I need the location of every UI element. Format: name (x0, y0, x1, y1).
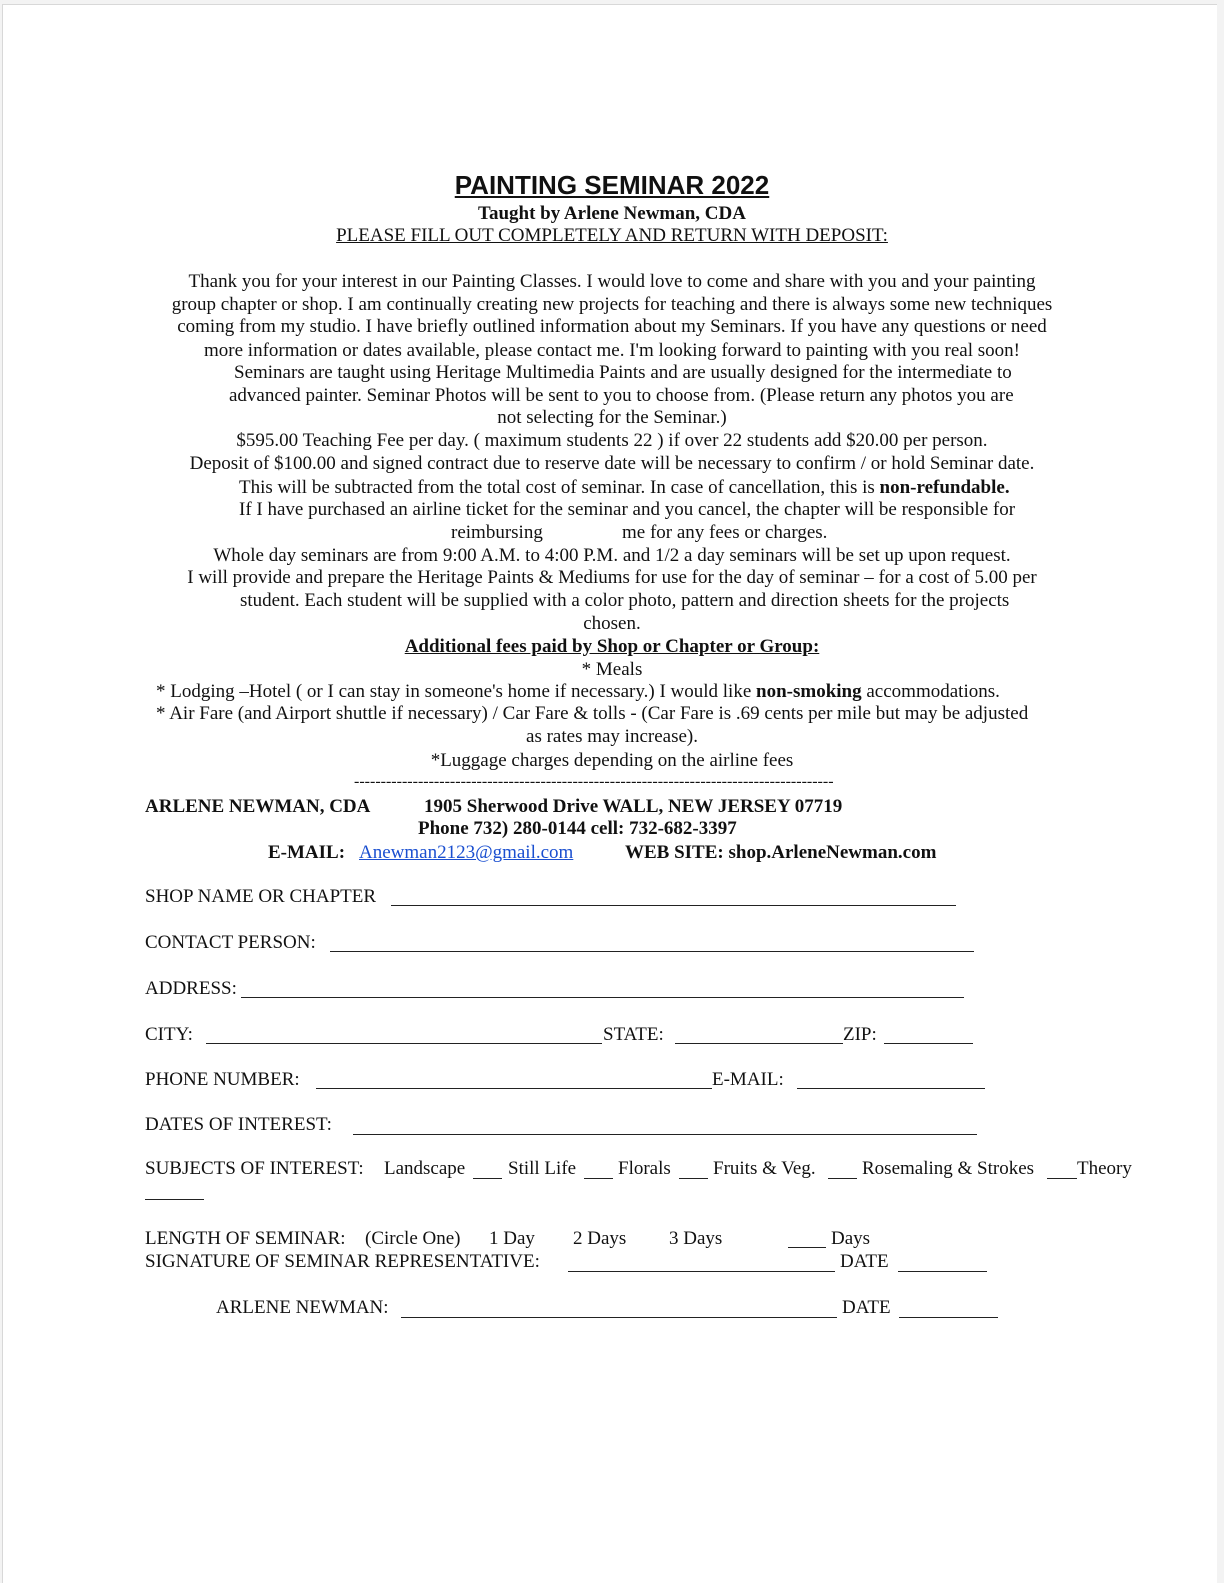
length-option-1-day[interactable]: 1 Day (489, 1228, 535, 1249)
lodging-item (156, 681, 1000, 703)
subject-landscape-blank[interactable] (473, 1178, 502, 1179)
contact-name: ARLENE NEWMAN, CDA (145, 796, 371, 817)
arlene-date-field[interactable] (899, 1317, 998, 1318)
lodging-text: * Lodging –Hotel ( or I can stay in someone's home if necessary.) I would like (156, 681, 757, 702)
length-option-2-days[interactable]: 2 Days (573, 1228, 627, 1249)
arlene-date-label: DATE (842, 1297, 891, 1318)
zip-field[interactable] (884, 1043, 973, 1044)
dates-of-interest-field[interactable] (353, 1134, 977, 1135)
subject-florals-blank[interactable] (679, 1178, 708, 1179)
length-option-3-days[interactable]: 3 Days (669, 1228, 723, 1249)
additional-fees-heading: Additional fees paid by Shop or Chapter or Group: (404, 636, 820, 657)
zip-label: ZIP: (843, 1024, 877, 1045)
subject-landscape: Landscape (384, 1158, 466, 1179)
subject-fruits-veg: Fruits & Veg. (713, 1158, 816, 1179)
subject-still-life-blank[interactable] (584, 1178, 613, 1179)
contact-email-label: E-MAIL: (268, 842, 346, 863)
meals-item: * Meals (581, 659, 643, 680)
email-label: E-MAIL: (712, 1069, 784, 1090)
hours-line: Whole day seminars are from 9:00 A.M. to 4:00 P.M. and 1/2 a day seminars will be set up upon request. (213, 545, 1011, 566)
subject-florals: Florals (618, 1158, 671, 1179)
signature-field[interactable] (568, 1271, 835, 1272)
contact-email-link[interactable]: Anewman2123@gmail.com (359, 842, 574, 863)
document-subtitle: Taught by Arlene Newman, CDA (478, 203, 746, 224)
subject-rosemaling-blank[interactable] (1047, 1178, 1077, 1179)
non-refundable-text: non-refundable. (879, 477, 1010, 498)
contact-website: WEB SITE: shop.ArleneNewman.com (625, 842, 937, 863)
subject-fruits-veg-blank[interactable] (828, 1178, 857, 1179)
signature-label: SIGNATURE OF SEMINAR REPRESENTATIVE: (145, 1251, 540, 1272)
airline-line: If I have purchased an airline ticket for the seminar and you cancel, the chapter will be responsible for (239, 499, 1016, 520)
circle-one-note: (Circle One) (365, 1228, 461, 1249)
intro-line: Thank you for your interest in our Painting Classes. I would love to come and share with you and your painting (188, 271, 1036, 292)
phone-number-field[interactable] (316, 1088, 712, 1089)
dates-of-interest-label: DATES OF INTEREST: (145, 1114, 332, 1135)
fill-instruction: PLEASE FILL OUT COMPLETELY AND RETURN WITH DEPOSIT: (336, 225, 888, 246)
contact-person-label: CONTACT PERSON: (145, 932, 316, 953)
supplies-line: student. Each student will be supplied with a color photo, pattern and direction sheets for the projects (240, 590, 1010, 611)
contact-address: 1905 Sherwood Drive WALL, NEW JERSEY 07719 (424, 796, 843, 817)
document-title: PAINTING SEMINAR 2022 (454, 170, 770, 200)
shop-name-field[interactable] (391, 905, 956, 906)
separator-line: ------------------------------------------------------------------------------------------ (354, 773, 834, 790)
intro-line: advanced painter. Seminar Photos will be sent to you to choose from. (Please return any photos you are (229, 385, 1014, 406)
intro-line: group chapter or shop. I am continually creating new projects for teaching and there is always some new techniques (171, 294, 1053, 315)
address-label: ADDRESS: (145, 978, 237, 999)
subject-theory-blank[interactable] (145, 1199, 204, 1200)
chosen-line: chosen. (583, 613, 641, 634)
non-smoking-text: non-smoking (756, 681, 862, 702)
intro-line: more information or dates available, please contact me. I'm looking forward to painting with you real soon! (204, 340, 1020, 361)
state-field[interactable] (675, 1043, 843, 1044)
city-label: CITY: (145, 1024, 193, 1045)
deposit-line: Deposit of $100.00 and signed contract due to reserve date will be necessary to confirm / or hold Seminar date. (189, 453, 1035, 474)
reimbursing-text: reimbursing (451, 522, 543, 543)
fees-charges-text: me for any fees or charges. (622, 522, 828, 543)
days-label: Days (831, 1228, 871, 1249)
airfare-item: * Air Fare (and Airport shuttle if necessary) / Car Fare & tolls - (Car Fare is .69 cents per mile but may be adjusted (156, 703, 1029, 724)
signature-date-label: DATE (840, 1251, 889, 1272)
length-label: LENGTH OF SEMINAR: (145, 1228, 346, 1249)
accommodations-text: accommodations. (861, 681, 1000, 702)
subjects-label: SUBJECTS OF INTEREST: (145, 1158, 364, 1179)
refund-text: This will be subtracted from the total cost of seminar. In case of cancellation, this is (239, 477, 880, 498)
arlene-signature-field[interactable] (401, 1317, 837, 1318)
contact-phone: Phone 732) 280-0144 cell: 732-682-3397 (418, 818, 737, 839)
contact-person-field[interactable] (330, 951, 974, 952)
subject-theory: Theory (1077, 1158, 1132, 1179)
address-field[interactable] (241, 997, 964, 998)
arlene-signature-label: ARLENE NEWMAN: (216, 1297, 389, 1318)
phone-number-label: PHONE NUMBER: (145, 1069, 300, 1090)
custom-days-field[interactable] (788, 1247, 826, 1248)
fee-line: $595.00 Teaching Fee per day. ( maximum students 22 ) if over 22 students add $20.00 per person. (236, 430, 988, 451)
subject-rosemaling: Rosemaling & Strokes (862, 1158, 1035, 1179)
intro-line: not selecting for the Seminar.) (497, 407, 727, 428)
subject-still-life: Still Life (508, 1158, 577, 1179)
paints-line: I will provide and prepare the Heritage Paints & Mediums for use for the day of seminar – for a cost of 5.00 per (187, 567, 1037, 588)
signature-date-field[interactable] (898, 1271, 987, 1272)
state-label: STATE: (603, 1024, 664, 1045)
airfare-continued: as rates may increase). (526, 726, 698, 747)
refund-line (239, 477, 1010, 499)
email-field[interactable] (797, 1088, 985, 1089)
shop-name-label: SHOP NAME OR CHAPTER (145, 886, 377, 907)
luggage-item: *Luggage charges depending on the airline fees (430, 750, 794, 771)
intro-line: coming from my studio. I have briefly outlined information about my Seminars. If you have any questions or need (177, 316, 1047, 337)
city-field[interactable] (206, 1043, 602, 1044)
intro-line: Seminars are taught using Heritage Multimedia Paints and are usually designed for the intermediate to (234, 362, 1012, 383)
